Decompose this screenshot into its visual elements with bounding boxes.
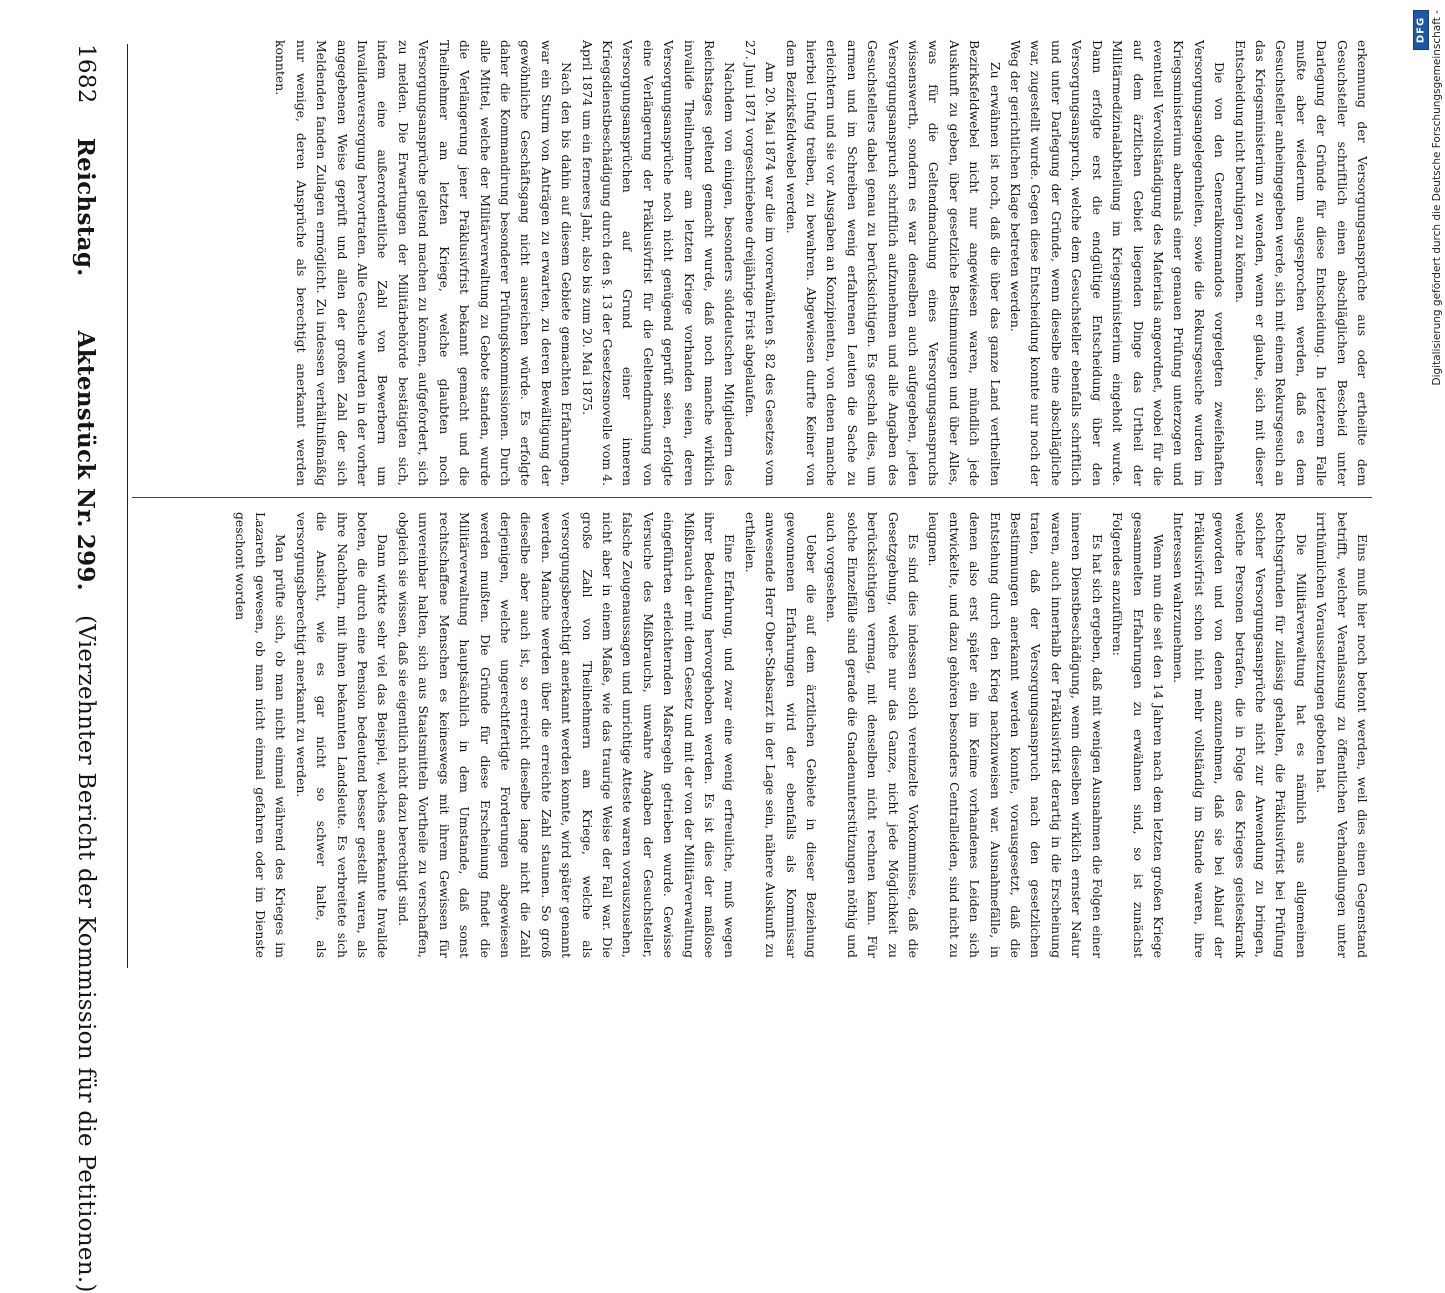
left-text-column xyxy=(134,40,1372,486)
dfg-logo-text: DFG xyxy=(1415,16,1427,44)
header-rule xyxy=(127,44,128,968)
paragraph: Nach den bis dahin auf diesem Gebiete gemachten Erfahrungen, war ein Sturm von Anträgen zu erwarten, zu deren Bewältigung der gewöhnliche Geschäftsgang nicht ausreichen würde. Es erfolgte daher die Kommandirung besonderer Prüfungskommissionen. Durch alle Mittel, welche der Militärverwaltung zu Gebote standen, wurde die Verlängerung jener Präklusivfrist bekannt gemacht und die Theilnehmer am letzten Kriege, welche glaubten noch Versorgungsansprüche geltend machen zu können, aufgefordert, sich zu melden. Die Erwartungen der Militärbehörde bestätigten sich, indem eine außerordentliche Zahl von Bewerbern um Invalidenversorgung hervortraten. Alle Gesuche wurden in der vorher angegebenen Weise geprüft und allen der großen Zahl der sich Meldenden fanden Zulagen ermöglicht. Zu indessen verhältnißmäßig nur wenige, deren Ansprüche als berechtigt anerkannt werden konnten. xyxy=(273,40,575,486)
dfg-logo-icon xyxy=(1413,10,1429,50)
paragraph: Eins muß hier noch betont werden, weil dies einen Gegenstand betrifft, welcher Veranlassung zu öffentlichen Verhandlungen unter irrthümlichen Voraussetzungen geboten hat. xyxy=(1314,512,1370,958)
right-text-column xyxy=(134,512,1372,958)
report-title: (Vierzehnter Bericht der Kommission für die Petitionen.) xyxy=(73,614,99,1293)
paragraph: Eine Erfahrung, und zwar eine wenig erfreuliche, muß wegen ihrer Bedeutung hervorgehoben werden. Es ist dies der maßlose Mißbrauch der mit dem Gesetz und mit der von der Militärverwaltung eingeführten erleichternden Maßregeln getrieben wurde. Gewisse Versuche des Mißbrauchs, unwahre Angaben der Gesuchsteller, falsche Zeugenaussagen und unrichtige Atteste waren vorauszusehen, nicht aber in einem Maße, wie das traurige Weise der Fall war. Die große Zahl von Theilnehmern am Kriege, welche als versorgungsberechtigt anerkannt werden konnte, wird später genannt werden. Manche werden über die erreichte Zahl staunen. So groß dieselbe aber auch ist, so erreicht dieselbe lange nicht die Zahl derjenigen, welche ungerechtfertigte Forderungen abgewiesen werden mußten. Die Gründe für diese Erscheinung findet die Militärverwaltung hauptsächlich in dem Umstande, daß sonst rechtschaffene Menschen es keineswegs mit ihrem Gewissen für unvereinbar halten, sich aus Staatsmitteln Vortheile zu verschaffen, obgleich sie wissen, daß sie eigentlich nicht dazu berechtigt sind. xyxy=(395,512,738,958)
digitization-sidebar xyxy=(1413,10,1443,994)
paragraph: Man prüfte sich, ob man nicht einmal während des Krieges im Lazareth gewesen, ob man nicht einmal gefahren oder im Dienste geschont worden xyxy=(232,512,289,958)
digitization-notice: Digitalisierung gefördert durch die Deutsche Forschungsgemeinschaft - xyxy=(1431,10,1443,386)
paragraph: Es hat sich ergeben, daß mit wenigen Ausnahmen die Folgen einer inneren Dienstbeschädigung, wenn dieselben wirklich ernster Natur waren, auch innerhalb der Präklusivfrist derartig in die Erscheinung traten, daß der Versorgungsanspruch nach den gesetzlichen Bestimmungen anerkannt werden konnte, vorausgesetzt, daß die Entstehung durch den Krieg nachzuweisen war. Ausnahmefälle, in denen also erst später ein im Keime vorhandenes Leiden sich entwickelte, und dazu gehören besonders Centralleiden, sind nicht zu leugnen. xyxy=(926,512,1105,958)
paragraph: Ueber die auf dem ärztlichen Gebiete in dieser Beziehung gewonnenen Erfahrungen wird der ebenfalls als Kommissar anwesende Herr Ober-Stabsarzt in der Lage sein, nähere Auskunft zu ertheilen. xyxy=(742,512,820,958)
document-number: 299. xyxy=(72,533,100,591)
paragraph: Zu erwähnen ist noch, daß die über das ganze Land vertheilten Bezirksfeldwebel nicht nur angewiesen waren, mündlich jede Auskunft zu geben, über gesetzliche Bestimmungen und über Alles, was für die Geltendmachung eines Versorgungsanspruchs wissenswerth, sondern es war denselben auch aufgegeben, jeden Versorgungsanspruch schriftlich aufzunehmen und alle Angaben des Gesuchstellers dabei genau zu berücksichtigen. Es geschah dies, um armen und im Schreiben wenig erfahrenen Leuten die Sache zu erleichtern und sie vor Ausgaben an Konzipienten, von denen manche hierbei Unfug treiben, zu bewahren. Abgewiesen durfte Keiner von dem Bezirksfeldwebel werden. xyxy=(783,40,1003,486)
page-number: 1682 xyxy=(73,44,99,104)
paragraph: Wenn nun die seit den 14 Jahren nach dem letzten großen Kriege gesammelten Erfahrungen zu erwähnen sind, so ist zunächst Folgendes anzuführen: xyxy=(1110,512,1166,958)
paragraph: Die von den Generalkommandos vorgelegten zweifelhaften Versorgungsangelegenheiten, sowie die Rekursgesuche wurden im Kriegsministerium abermals einer genauen Prüfung unterzogen und eventuell Vervollständigung des Materials angeordnet, wobei für die auf dem ärztlichen Gebiet liegenden Dinge das Urtheil der Militärmedizinalabtheilung im Kriegsministerium eingeholt wurde. Dann erfolgte erst die endgültige Entscheidung über den Versorgungsanspruch, welche dem Gesuchsteller ebenfalls schriftlich und unter Darlegung der Gründe, wenn dieselbe eine abschlägliche war, zugestellt wurde. Gegen diese Entscheidung konnte nur noch der Weg der gerichtlichen Klage betreten werden. xyxy=(1008,40,1228,486)
page-header xyxy=(56,44,116,1293)
paragraph: Die Militärverwaltung hat es nämlich aus allgemeinen Rechtsgründen für zulässig gehalten, die Präklusivfrist bei Prüfung solcher Versorgungsansprüche nicht zur Anwendung zu bringen, welche Personen betrafen, die in Folge des Krieges geisteskrank geworden und von denen anzunehmen, daß sie bei Ablauf der Präklusivfrist schon nicht mehr vollständig im Stande waren, ihre Interessen wahrzunehmen. xyxy=(1171,512,1309,958)
paragraph: Es sind dies indessen solch vereinzelte Vorkommnisse, daß die Gesetzgebung, welche nur das Ganze, nicht jede Möglichkeit zu berücksichtigen vermag, mit denselben nicht rechnen kann. Für solche Einzelfälle sind gerade die Gnadenunterstützungen nöthig und auch vorgesehen. xyxy=(824,512,922,958)
column-divider xyxy=(132,497,1372,498)
publication-name: Reichstag. xyxy=(72,137,100,277)
paragraph: Dann wirkte sehr viel das Beispiel, welches anerkannte Invalide boten, die durch eine Pension bedeutend besser gestellt waren, als ihre Nachbarn, mit ihnen bekannten Landsleute. Es verbreitete sich die Ansicht, wie es gar nicht so schwer halte, als versorgungsberechtigt anerkannt zu werden. xyxy=(293,512,391,958)
paragraph: erkennung der Versorgungsansprüche aus oder ertheilte dem Gesuchsteller schriftlich einen abschläglichen Bescheid unter Darlegung der Gründe für diese Entscheidung. In letzterem Falle mußte aber wiederum ausgesprochen werden, daß es dem Gesuchsteller anheimgegeben werde, sich mit einem Rekursgesuch an das Kriegsministerium zu wenden, wenn er glaube, sich mit dieser Entscheidung nicht beruhigen zu können. xyxy=(1232,40,1370,486)
paragraph: Am 20. Mai 1874 war die im vorerwähnten §. 82 des Gesetzes vom 27. Juni 1871 vorgeschriebene dreijährige Frist abgelaufen. xyxy=(742,40,779,486)
document-label: Aktenstück Nr. xyxy=(72,330,100,528)
paragraph: Nachdem von einigen, besonders süddeutschen Mitgliedern des Reichstages geltend gemacht wurde, daß noch manche wirklich invalide Theilnehmer am letzten Kriege vorhanden seien, deren Versorgungsansprüche noch nicht genügend geprüft seien, erfolgte eine Verlängerung der Präklusivfrist für die Geltendmachung von Versorgungsansprüchen auf Grund einer inneren Kriegsdienstbeschädigung durch den §. 13 der Gesetzesnovelle vom 4. April 1874 um ein ferneres Jahr, also bis zum 20. Mai 1875. xyxy=(579,40,738,486)
